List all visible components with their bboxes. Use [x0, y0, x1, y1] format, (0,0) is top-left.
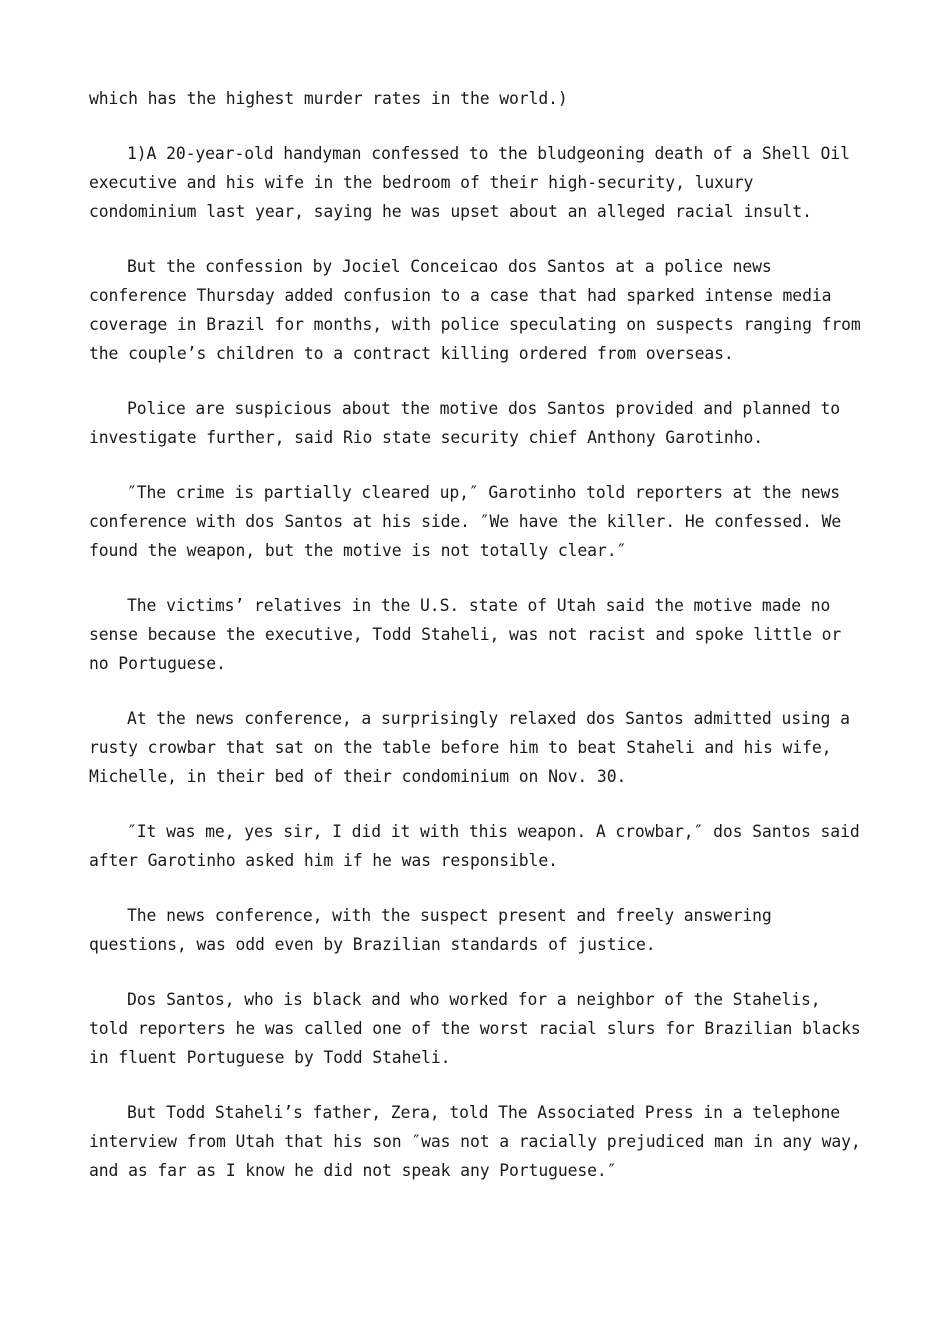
paragraph-9: Dos Santos, who is black and who worked for a neighbor of the Stahelis, told reporters he was called one of the worst racial slurs for Brazilian blacks in fluent Portuguese by Todd Staheli. — [89, 990, 861, 1067]
paragraph-10: But Todd Staheli’s father, Zera, told The Associated Press in a telephone interview from Utah that his son ″was not a racially prejudiced man in any way, and as far as I know he did not speak any Portuguese.″ — [89, 1103, 861, 1180]
paragraph-2: But the confession by Jociel Conceicao dos Santos at a police news conference Thursday added confusion to a case that had sparked intense media coverage in Brazil for months, with police speculating on suspects ranging from the couple’s children to a contract killing ordered from overseas. — [89, 257, 861, 363]
paragraph-4: ″The crime is partially cleared up,″ Garotinho told reporters at the news conference with dos Santos at his side. ″We have the killer. He confessed. We found the weapon, but the motive is not totally clear.″ — [89, 483, 842, 560]
paragraph-8: The news conference, with the suspect present and freely answering questions, was odd even by Brazilian standards of justice. — [89, 906, 772, 954]
document-body — [89, 84, 869, 1211]
paragraph-7: ″It was me, yes sir, I did it with this weapon. A crowbar,″ dos Santos said after Garotinho asked him if he was responsible. — [89, 822, 860, 870]
paragraph-1: 1)A 20-year-old handyman confessed to the bludgeoning death of a Shell Oil executive and his wife in the bedroom of their high-security, luxury condominium last year, saying he was upset about an alleged racial insult. — [89, 144, 850, 221]
paragraph-continuation: which has the highest murder rates in the world.) — [89, 89, 568, 108]
paragraph-5: The victims’ relatives in the U.S. state of Utah said the motive made no sense because the executive, Todd Staheli, was not racist and spoke little or no Portuguese. — [89, 596, 842, 673]
paragraph-3: Police are suspicious about the motive dos Santos provided and planned to investigate further, said Rio state security chief Anthony Garotinho. — [89, 399, 841, 447]
paragraph-6: At the news conference, a surprisingly relaxed dos Santos admitted using a rusty crowbar that sat on the table before him to beat Staheli and his wife, Michelle, in their bed of their condominium on Nov. 30. — [89, 709, 850, 786]
